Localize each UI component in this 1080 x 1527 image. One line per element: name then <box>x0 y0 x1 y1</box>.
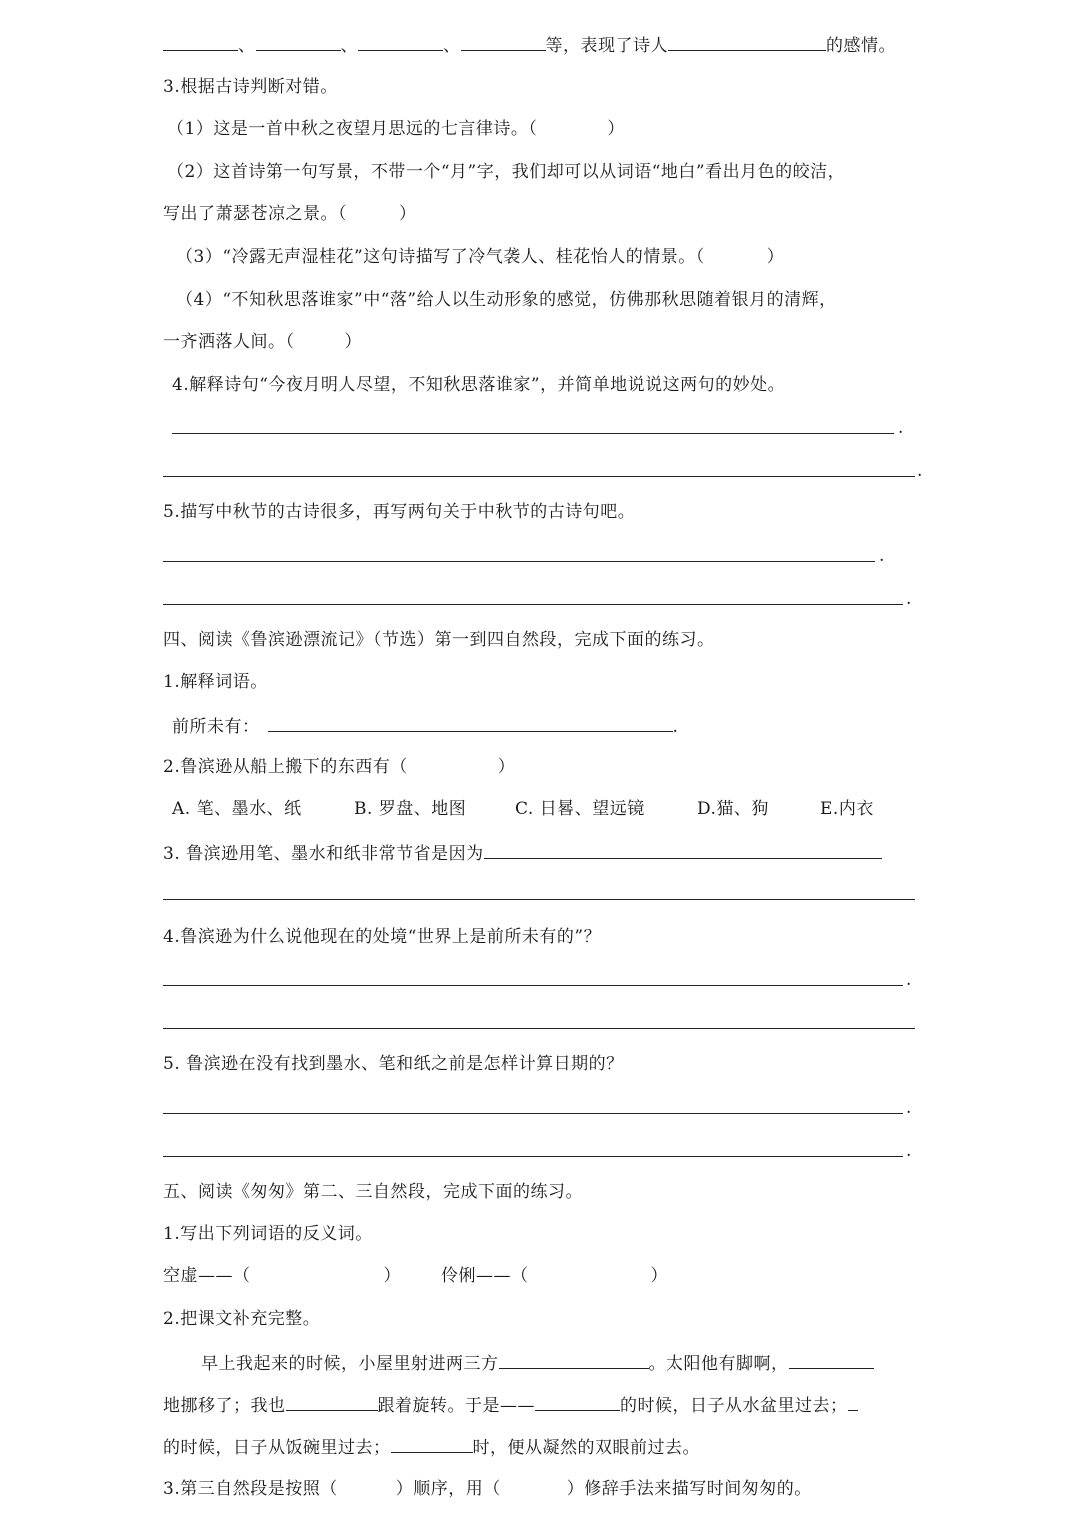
option-e[interactable]: E.内衣 <box>820 799 874 819</box>
period-mark: . <box>906 970 912 990</box>
answer-blank[interactable] <box>484 840 882 859</box>
answer-blank[interactable] <box>535 1392 620 1411</box>
answer-line[interactable] <box>163 985 903 986</box>
option-c[interactable]: C. 日晷、望远镜 <box>515 799 645 819</box>
answer-line[interactable] <box>163 476 915 477</box>
question-3-item-3: （3）“冷露无声湿桂花”这句诗描写了冷气袭人、桂花怡人的情景。（ ） <box>176 247 785 267</box>
option-b[interactable]: B. 罗盘、地图 <box>354 799 467 819</box>
question-4: 4.解释诗句“今夜月明人尽望，不知秋思落谁家”，并简单地说说这两句的妙处。 <box>172 375 786 395</box>
section-4-question-1: 1.解释词语。 <box>163 672 268 692</box>
question-5: 5.描写中秋节的古诗很多，再写两句关于中秋节的古诗句吧。 <box>163 502 636 522</box>
section-4-question-5: 5. 鲁滨逊在没有找到墨水、笔和纸之前是怎样计算日期的？ <box>163 1054 624 1074</box>
answer-blank[interactable] <box>499 1350 649 1369</box>
section-5-question-3: 3.第三自然段是按照（ ）顺序，用（ ）修辞手法来描写时间匆匆的。 <box>163 1479 812 1499</box>
period-mark: . <box>898 418 904 438</box>
answer-line[interactable] <box>172 433 894 434</box>
answer-blank[interactable] <box>848 1392 858 1411</box>
section-5-question-2: 2.把课文补充完整。 <box>163 1309 321 1329</box>
answer-line[interactable] <box>163 604 903 605</box>
section-4-title: 四、阅读《鲁滨逊漂流记》（节选）第一到四自然段，完成下面的练习。 <box>163 630 715 650</box>
question-3-item-1: （1）这是一首中秋之夜望月思远的七言律诗。（ ） <box>167 119 625 139</box>
option-a[interactable]: A. 笔、墨水、纸 <box>172 799 302 819</box>
answer-blank[interactable] <box>461 32 546 51</box>
question-3-item-2: （2）这首诗第一句写景，不带一个“月”字，我们却可以从词语“地白”看出月色的皎洁， <box>167 162 846 182</box>
section-4-question-2: 2.鲁滨逊从船上搬下的东西有（ ） <box>163 757 516 777</box>
period-mark: . <box>879 546 885 566</box>
section-4-question-4: 4.鲁滨逊为什么说他现在的处境“世界上是前所未有的”？ <box>163 927 602 947</box>
question-3-title: 3.根据古诗判断对错。 <box>163 77 338 97</box>
answer-blank[interactable] <box>391 1434 473 1453</box>
antonym-line: 空虚——（ ） 伶俐——（ ） <box>163 1266 668 1286</box>
period-mark: . <box>906 1098 912 1118</box>
section-4-question-3: 3. 鲁滨逊用笔、墨水和纸非常节省是因为 <box>163 840 882 866</box>
answer-blank[interactable] <box>789 1350 874 1369</box>
answer-blank[interactable] <box>668 32 826 51</box>
answer-line[interactable] <box>163 561 875 562</box>
word-explain-line: 前所未有： . <box>172 713 678 739</box>
period-mark: . <box>917 461 923 481</box>
question-3-item-4-cont: 一齐洒落人间。（ ） <box>163 332 362 352</box>
answer-line[interactable] <box>163 1028 915 1029</box>
answer-blank[interactable] <box>163 32 238 51</box>
option-d[interactable]: D.猫、狗 <box>697 799 769 819</box>
answer-line[interactable] <box>163 1113 903 1114</box>
section-5-title: 五、阅读《匆匆》第二、三自然段，完成下面的练习。 <box>163 1182 583 1202</box>
passage-line-3: 的时候，日子从饭碗里过去； 时，便从凝然的双眼前过去。 <box>163 1434 700 1460</box>
passage-line-2: 地挪移了；我也 跟着旋转。于是—— 的时候，日子从水盆里过去； <box>163 1392 858 1418</box>
section-5-question-1: 1.写出下列词语的反义词。 <box>163 1224 373 1244</box>
question-3-item-2-cont: 写出了萧瑟苍凉之景。（ ） <box>163 204 417 224</box>
passage-line-1: 早上我起来的时候，小屋里射进两三方 。太阳他有脚啊， <box>201 1350 874 1376</box>
fill-blank-line-1: 、 、 、 等，表现了诗人 的感情。 <box>163 32 896 58</box>
period-mark: . <box>906 589 912 609</box>
answer-blank[interactable] <box>268 713 673 732</box>
answer-line[interactable] <box>163 899 915 900</box>
period-mark: . <box>906 1141 912 1161</box>
answer-blank[interactable] <box>286 1392 378 1411</box>
answer-line[interactable] <box>163 1156 903 1157</box>
question-3-item-4: （4）“不知秋思落谁家”中“落”给人以生动形象的感觉，仿佛那秋思随着银月的清辉， <box>176 290 837 310</box>
answer-blank[interactable] <box>256 32 341 51</box>
answer-blank[interactable] <box>358 32 443 51</box>
